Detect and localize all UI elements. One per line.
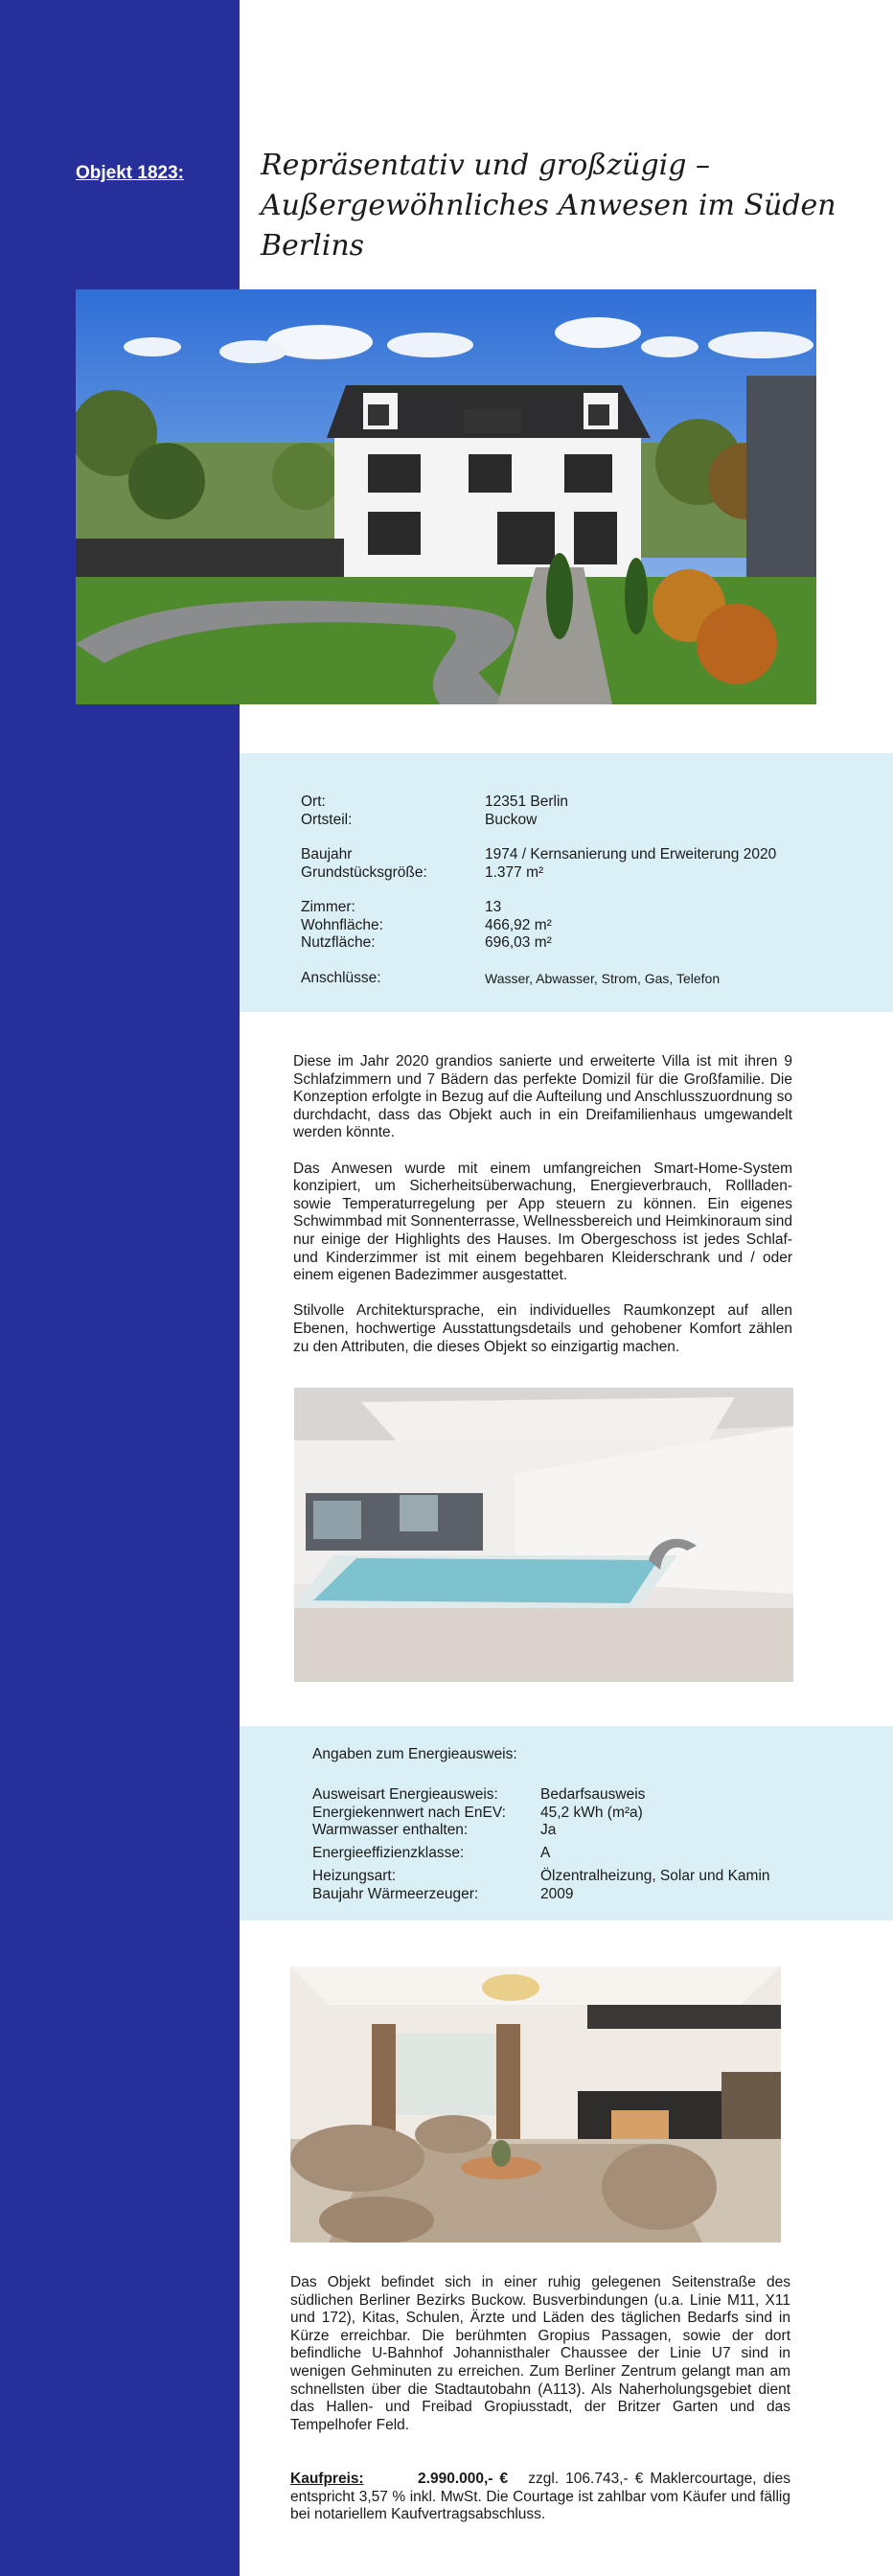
villa-exterior-photo (76, 289, 816, 704)
location-paragraph: Das Objekt befindet sich in einer ruhig gelegenen Seitenstraße des südlichen Berliner Bezirks Buckow. Busverbindungen (u.a. Linie M11, X11 und 172), Kitas, Schulen, Ärzte und Läden des täglichen Bedarfs sind in Kürze erreichbar. Die berühmten Gropius Passagen, sowie der dort befindliche U-Bahnhof Johannisthaler Chaussee der Linie U7 sind in wenigen Gehminuten zu erreichen. Zum Berliner Zentrum gelangt man am schnellsten über die Stadtautobahn (A113). Als Naherholungsgebiet dient das Hallen- und Freibad Gropiusstadt, der Britzer Garten und das Tempelhofer Feld. (290, 2274, 790, 2433)
title-line-2: Außergewöhnliches Anwesen im Süden Berlins (261, 189, 836, 263)
fact-value: 1974 / Kernsanierung und Erweiterung 2020 (485, 846, 777, 862)
fact-label: Baujahr (301, 846, 353, 862)
energy-label: Heizungsart: (312, 1868, 397, 1884)
energy-value: A (540, 1845, 551, 1861)
energy-value: Bedarfsausweis (540, 1786, 646, 1803)
page-title (261, 146, 855, 266)
fact-value: 696,03 m² (485, 934, 552, 951)
fact-value: 13 (485, 899, 502, 915)
energy-label: Baujahr Wärmeerzeuger: (312, 1885, 479, 1902)
title-line-1: Repräsentativ und großzügig – (261, 149, 711, 182)
energy-label: Energiekennwert nach EnEV: (312, 1804, 506, 1821)
location-description (290, 2274, 790, 2452)
price-details: zzgl. 106.743,- € Maklercourtage, dies entspricht 3,57 % inkl. MwSt. Die Courtage ist zahlbar vom Käufer und fällig bei notariellem Kaufvertragsabschluss. (290, 2471, 791, 2523)
description-paragraph: Stilvolle Architektursprache, ein individuelles Raumkonzept auf allen Ebenen, hochwertige Ausstattungsdetails und gehobener Komfort zählen zu den Attributen, die dieses Objekt so einzigartig machen. (293, 1302, 792, 1355)
description-paragraph: Das Anwesen wurde mit einem umfangreichen Smart-Home-System konzipiert, um Sicherheitsüberwachung, Energieverbrauch, Rollladen- sowie Temperaturregelung per App steuern zu können. Ein eigenes Schwimmbad mit Sonnenterrasse, Wellnessbereich und Heimkinoraum sind nur einige der Highlights des Hauses. Im Obergeschoss ist jedes Schlaf- und Kinderzimmer ist mit einem begehbaren Kleiderschrank und / oder einem eigenen Badezimmer ausgestattet. (293, 1160, 792, 1284)
fact-label: Grundstücksgröße: (301, 863, 427, 881)
price-amount: 2.990.000,- € (418, 2471, 509, 2487)
energy-value: Ja (540, 1822, 557, 1838)
energy-label: Warmwasser enthalten: (312, 1822, 469, 1838)
fact-label: Ort: (301, 794, 326, 810)
energy-value: 45,2 kWh (m²a) (540, 1804, 643, 1821)
energy-label: Energieeffizienzklasse: (312, 1845, 465, 1861)
description (293, 1053, 792, 1374)
living-room-photo (290, 1966, 781, 2242)
fact-label: Wohnfläche: (301, 916, 383, 933)
fact-label: Anschlüsse: (301, 970, 381, 986)
fact-value: Buckow (485, 811, 538, 828)
fact-label: Nutzfläche: (301, 934, 376, 951)
fact-value: 466,92 m² (485, 916, 552, 933)
fact-label: Ortsteil: (301, 811, 353, 828)
energy-label: Ausweisart Energieausweis: (312, 1786, 498, 1803)
object-number: Objekt 1823: (76, 163, 184, 183)
fact-value: Wasser, Abwasser, Strom, Gas, Telefon (485, 971, 721, 986)
pool-photo (294, 1388, 793, 1682)
energy-heading: Angaben zum Energieausweis: (312, 1746, 517, 1762)
energy-value: 2009 (540, 1885, 574, 1902)
fact-value: 12351 Berlin (485, 794, 569, 810)
fact-value: 1.377 m² (485, 863, 544, 881)
energy-value: Ölzentralheizung, Solar und Kamin (540, 1868, 770, 1884)
description-paragraph: Diese im Jahr 2020 grandios sanierte und erweiterte Villa ist mit ihren 9 Schlafzimmern und 7 Bädern das perfekte Domizil für die Großfamilie. Die Konzeption erfolgte in Bezug auf die Aufteilung und Anschlusszuordnung so durchdacht, dass das Objekt auch in ein Dreifamilienhaus umgewandelt werden könnte. (293, 1053, 792, 1141)
price-label: Kaufpreis: (290, 2471, 364, 2487)
fact-label: Zimmer: (301, 899, 355, 915)
price-section (290, 2471, 790, 2524)
